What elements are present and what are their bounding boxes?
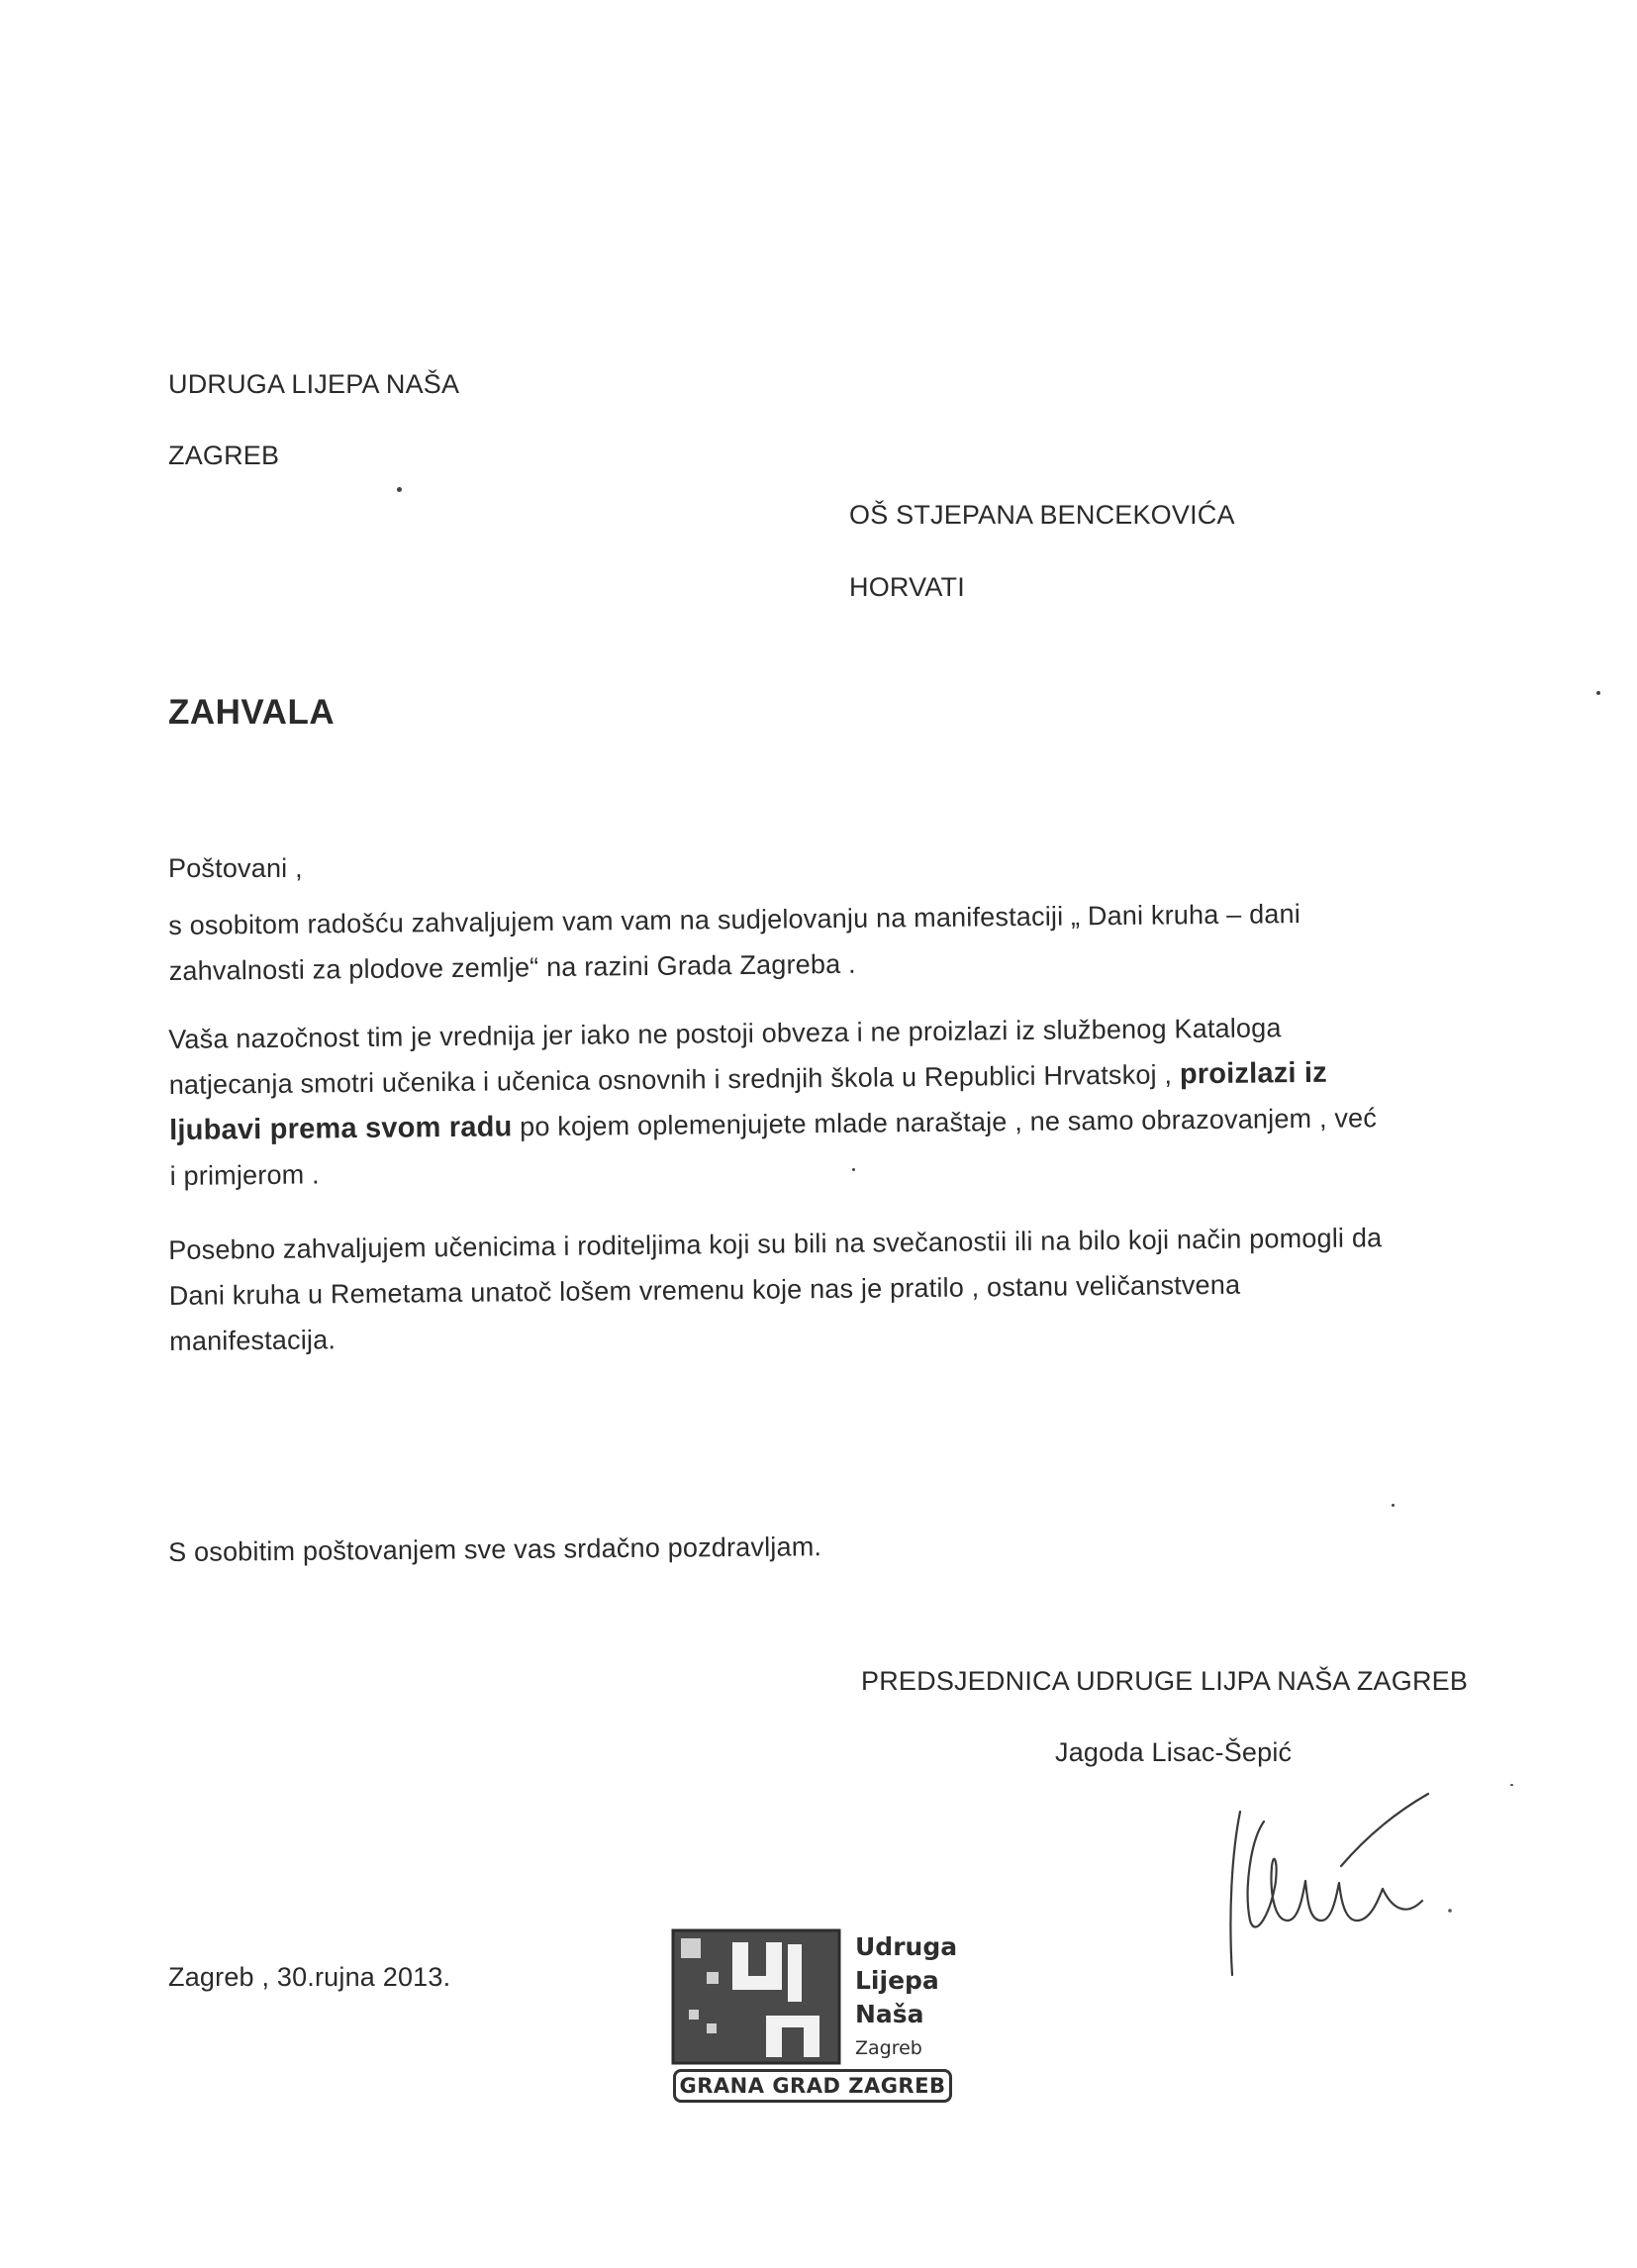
body-paragraph-3 xyxy=(168,1214,1456,1364)
paragraph-line: zahvalnosti za plodove zemlje“ na razini Grada Zagreba . xyxy=(168,948,856,986)
stamp-logo xyxy=(671,1928,841,2065)
signatory-title: PREDSJEDNICA UDRUGE LIJPA NAŠA ZAGREB xyxy=(861,1666,1469,1696)
paragraph-line: Vaša nazočnost tim je vrednija jer iako ne postoji obveza i ne proizlazi iz službenog Kataloga xyxy=(168,1013,1282,1054)
scan-speck xyxy=(1510,1784,1513,1786)
sender-name: UDRUGA LIJEPA NAŠA xyxy=(168,369,460,399)
scan-speck xyxy=(1596,691,1600,695)
stamp-branch-label: GRANA GRAD ZAGREB xyxy=(673,2069,952,2103)
organization-stamp xyxy=(671,1928,968,2112)
paragraph-text: po kojem oplemenjujete mlade naraštaje , ne samo obrazovanjem , već xyxy=(512,1103,1378,1142)
stamp-org-line: Udruga xyxy=(855,1932,958,1961)
place-and-date: Zagreb , 30.rujna 2013. xyxy=(168,1962,451,1992)
paragraph-line: Posebno zahvaljujem učenicima i roditeljima koji su bili na svečanostii ili na bilo koji način pomogli da xyxy=(168,1223,1383,1265)
paragraph-line: Dani kruha u Remetama unatoč lošem vremenu koje nas je pratilo , ostanu veličanstvena xyxy=(168,1269,1241,1311)
stamp-org-line: Zagreb xyxy=(855,2037,922,2059)
scan-speck xyxy=(397,487,402,492)
scan-speck xyxy=(1392,1504,1395,1507)
emphasis-text: proizlazi iz xyxy=(1179,1056,1328,1091)
sender-city: ZAGREB xyxy=(168,441,280,470)
paragraph-line: i primjerom . xyxy=(169,1159,320,1191)
document-title: ZAHVALA xyxy=(168,693,336,732)
salutation: Poštovani , xyxy=(168,853,303,883)
recipient-city: HORVATI xyxy=(849,572,965,602)
signatory-name: Jagoda Lisac-Šepić xyxy=(1055,1737,1293,1767)
body-paragraph-2 xyxy=(168,1003,1457,1199)
body-paragraph-1 xyxy=(168,889,1456,994)
scan-speck xyxy=(852,1168,855,1171)
closing-line: S osobitim poštovanjem sve vas srdačno pozdravljam. xyxy=(168,1531,822,1567)
recipient-name: OŠ STJEPANA BENCEKOVIĆA xyxy=(849,500,1235,530)
handwritten-signature xyxy=(1193,1772,1460,2000)
stamp-org-line: Naša xyxy=(855,2000,924,2028)
paragraph-text: natjecanja smotri učenika i učenica osnovnih i srednjih škola u Republici Hrvatskoj , xyxy=(168,1059,1181,1100)
emphasis-text: ljubavi prema svom radu xyxy=(169,1111,513,1146)
paragraph-line: s osobitom radošću zahvaljujem vam vam na sudjelovanju na manifestaciji „ Dani kruha – dani xyxy=(168,899,1301,940)
paragraph-line: manifestacija. xyxy=(169,1325,337,1356)
stamp-org-line: Lijepa xyxy=(855,1966,939,1995)
